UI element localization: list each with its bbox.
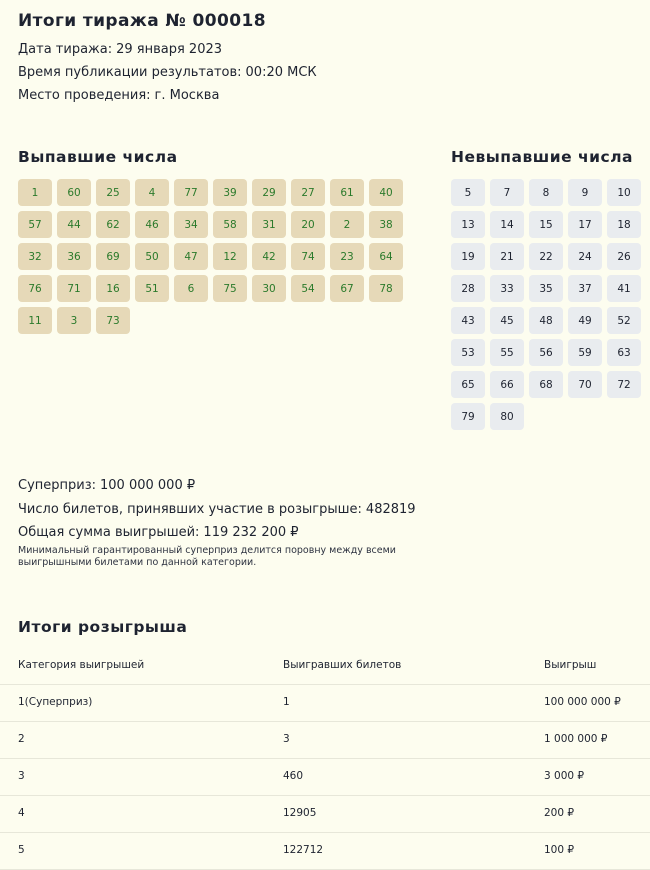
draw-place bbox=[18, 88, 219, 103]
undrawn-number-ball: 48 bbox=[529, 307, 563, 334]
undrawn-number-ball: 63 bbox=[607, 339, 641, 366]
undrawn-number-ball: 37 bbox=[568, 275, 602, 302]
drawn-number-ball: 58 bbox=[213, 211, 247, 238]
undrawn-number-ball: 35 bbox=[529, 275, 563, 302]
undrawn-number-ball: 14 bbox=[490, 211, 524, 238]
results-table bbox=[0, 648, 650, 870]
superprize-value: 100 000 000 ₽ bbox=[100, 478, 196, 493]
drawn-number-ball: 36 bbox=[57, 243, 91, 270]
undrawn-number-ball: 15 bbox=[529, 211, 563, 238]
undrawn-number-ball: 55 bbox=[490, 339, 524, 366]
drawn-number-ball: 62 bbox=[96, 211, 130, 238]
drawn-number-ball: 73 bbox=[96, 307, 130, 334]
tickets-count-label: Число билетов, принявших участие в розыгрыше: bbox=[18, 502, 362, 517]
drawn-number-ball: 3 bbox=[57, 307, 91, 334]
drawn-number-ball: 47 bbox=[174, 243, 208, 270]
results-header-row bbox=[0, 648, 650, 685]
column-header-category: Категория выигрышей bbox=[18, 659, 145, 671]
tickets-cell: 3 bbox=[283, 733, 290, 745]
undrawn-number-ball: 43 bbox=[451, 307, 485, 334]
drawn-number-ball: 64 bbox=[369, 243, 403, 270]
page-title: Итоги тиража № 000018 bbox=[18, 11, 266, 31]
drawn-number-ball: 54 bbox=[291, 275, 325, 302]
drawn-number-ball: 1 bbox=[18, 179, 52, 206]
undrawn-number-ball: 41 bbox=[607, 275, 641, 302]
undrawn-number-ball: 5 bbox=[451, 179, 485, 206]
undrawn-number-ball: 26 bbox=[607, 243, 641, 270]
drawn-number-ball: 23 bbox=[330, 243, 364, 270]
publication-time-label: Время публикации результатов: bbox=[18, 65, 242, 80]
drawn-number-ball: 30 bbox=[252, 275, 286, 302]
drawn-number-ball: 39 bbox=[213, 179, 247, 206]
publication-time-value: 00:20 МСК bbox=[245, 65, 317, 80]
undrawn-number-ball: 80 bbox=[490, 403, 524, 430]
undrawn-number-ball: 59 bbox=[568, 339, 602, 366]
undrawn-number-ball: 8 bbox=[529, 179, 563, 206]
category-cell: 1(Суперприз) bbox=[18, 696, 93, 708]
drawn-number-ball: 67 bbox=[330, 275, 364, 302]
tickets-cell: 122712 bbox=[283, 844, 324, 856]
table-row bbox=[0, 685, 650, 722]
drawn-number-ball: 25 bbox=[96, 179, 130, 206]
drawn-number-ball: 42 bbox=[252, 243, 286, 270]
undrawn-number-ball: 28 bbox=[451, 275, 485, 302]
undrawn-number-ball: 68 bbox=[529, 371, 563, 398]
drawn-numbers-grid bbox=[18, 179, 403, 334]
total-winnings-value: 119 232 200 ₽ bbox=[203, 525, 299, 540]
column-header-prize: Выигрыш bbox=[544, 659, 597, 671]
undrawn-number-ball: 22 bbox=[529, 243, 563, 270]
undrawn-number-ball: 13 bbox=[451, 211, 485, 238]
undrawn-number-ball: 10 bbox=[607, 179, 641, 206]
superprize-note: Минимальный гарантированный суперприз делится поровну между всеми выигрышными билетами по данной категории. bbox=[18, 545, 396, 568]
undrawn-number-ball: 7 bbox=[490, 179, 524, 206]
undrawn-number-ball: 33 bbox=[490, 275, 524, 302]
drawn-number-ball: 29 bbox=[252, 179, 286, 206]
undrawn-number-ball: 24 bbox=[568, 243, 602, 270]
drawn-number-ball: 4 bbox=[135, 179, 169, 206]
drawn-number-ball: 32 bbox=[18, 243, 52, 270]
drawn-number-ball: 11 bbox=[18, 307, 52, 334]
drawn-number-ball: 57 bbox=[18, 211, 52, 238]
drawn-number-ball: 44 bbox=[57, 211, 91, 238]
tickets-count-value: 482819 bbox=[365, 502, 416, 517]
superprize-label: Суперприз: bbox=[18, 478, 97, 493]
prize-cell: 1 000 000 ₽ bbox=[544, 733, 608, 745]
publication-time bbox=[18, 65, 317, 80]
drawn-number-ball: 51 bbox=[135, 275, 169, 302]
draw-date-label: Дата тиража: bbox=[18, 42, 113, 57]
drawn-number-ball: 40 bbox=[369, 179, 403, 206]
undrawn-number-ball: 17 bbox=[568, 211, 602, 238]
draw-date-value: 29 января 2023 bbox=[116, 42, 223, 57]
drawn-number-ball: 31 bbox=[252, 211, 286, 238]
tickets-cell: 12905 bbox=[283, 807, 317, 819]
undrawn-number-ball: 45 bbox=[490, 307, 524, 334]
drawn-number-ball: 69 bbox=[96, 243, 130, 270]
undrawn-number-ball: 79 bbox=[451, 403, 485, 430]
total-winnings-label: Общая сумма выигрышей: bbox=[18, 525, 200, 540]
undrawn-number-ball: 49 bbox=[568, 307, 602, 334]
drawn-number-ball: 76 bbox=[18, 275, 52, 302]
undrawn-number-ball: 70 bbox=[568, 371, 602, 398]
drawn-number-ball: 74 bbox=[291, 243, 325, 270]
table-row bbox=[0, 833, 650, 870]
drawn-number-ball: 78 bbox=[369, 275, 403, 302]
draw-place-value: г. Москва bbox=[154, 88, 220, 103]
undrawn-number-ball: 65 bbox=[451, 371, 485, 398]
draw-date bbox=[18, 42, 222, 57]
drawn-number-ball: 50 bbox=[135, 243, 169, 270]
category-cell: 3 bbox=[18, 770, 25, 782]
drawn-number-ball: 61 bbox=[330, 179, 364, 206]
undrawn-number-ball: 9 bbox=[568, 179, 602, 206]
undrawn-number-ball: 56 bbox=[529, 339, 563, 366]
drawn-number-ball: 16 bbox=[96, 275, 130, 302]
drawn-number-ball: 20 bbox=[291, 211, 325, 238]
undrawn-numbers-grid bbox=[451, 179, 641, 430]
column-header-winning-tickets: Выигравших билетов bbox=[283, 659, 402, 671]
total-winnings bbox=[18, 525, 299, 540]
undrawn-number-ball: 72 bbox=[607, 371, 641, 398]
draw-place-label: Место проведения: bbox=[18, 88, 151, 103]
results-title: Итоги розыгрыша bbox=[18, 618, 188, 636]
drawn-numbers-title: Выпавшие числа bbox=[18, 148, 178, 166]
prize-cell: 100 ₽ bbox=[544, 844, 575, 856]
drawn-number-ball: 38 bbox=[369, 211, 403, 238]
undrawn-number-ball: 21 bbox=[490, 243, 524, 270]
drawn-number-ball: 77 bbox=[174, 179, 208, 206]
undrawn-numbers-title: Невыпавшие числа bbox=[451, 148, 634, 166]
tickets-cell: 1 bbox=[283, 696, 290, 708]
table-row bbox=[0, 722, 650, 759]
category-cell: 2 bbox=[18, 733, 25, 745]
prize-cell: 200 ₽ bbox=[544, 807, 575, 819]
drawn-number-ball: 60 bbox=[57, 179, 91, 206]
drawn-number-ball: 6 bbox=[174, 275, 208, 302]
undrawn-number-ball: 18 bbox=[607, 211, 641, 238]
undrawn-number-ball: 19 bbox=[451, 243, 485, 270]
drawn-number-ball: 75 bbox=[213, 275, 247, 302]
table-row bbox=[0, 759, 650, 796]
drawn-number-ball: 46 bbox=[135, 211, 169, 238]
tickets-cell: 460 bbox=[283, 770, 304, 782]
undrawn-number-ball: 66 bbox=[490, 371, 524, 398]
category-cell: 4 bbox=[18, 807, 25, 819]
prize-cell: 100 000 000 ₽ bbox=[544, 696, 621, 708]
tickets-count bbox=[18, 502, 416, 517]
prize-cell: 3 000 ₽ bbox=[544, 770, 585, 782]
superprize bbox=[18, 478, 195, 493]
category-cell: 5 bbox=[18, 844, 25, 856]
table-row bbox=[0, 796, 650, 833]
drawn-number-ball: 12 bbox=[213, 243, 247, 270]
drawn-number-ball: 2 bbox=[330, 211, 364, 238]
drawn-number-ball: 34 bbox=[174, 211, 208, 238]
drawn-number-ball: 27 bbox=[291, 179, 325, 206]
drawn-number-ball: 71 bbox=[57, 275, 91, 302]
undrawn-number-ball: 53 bbox=[451, 339, 485, 366]
undrawn-number-ball: 52 bbox=[607, 307, 641, 334]
